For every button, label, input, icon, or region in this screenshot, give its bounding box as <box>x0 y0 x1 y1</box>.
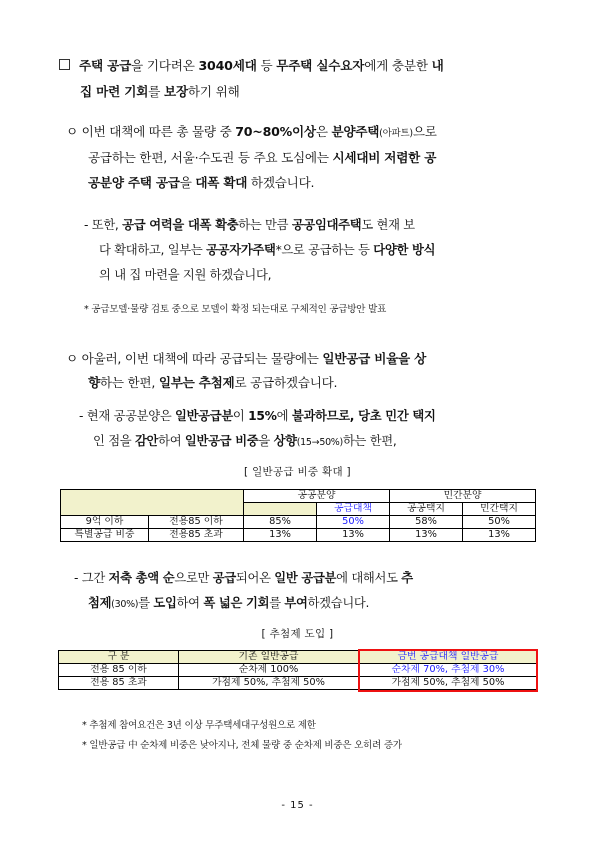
text-run: 부여 <box>284 596 308 610</box>
general-supply-ratio-table <box>60 489 536 542</box>
table-2-cell-category: 전용 85 이하 <box>59 664 179 677</box>
table-1-cell-public: 85% <box>244 516 317 529</box>
text-run: 공공자가주택 <box>206 243 276 257</box>
text-run: (30%) <box>111 599 139 610</box>
text-run: 일반 공급분 <box>274 571 337 585</box>
table-row <box>61 516 536 529</box>
footnote-lottery-eligibility: * 추첨제 참여요건은 3년 이상 무주택세대구성원으로 제한 <box>82 720 316 731</box>
text-run: 하겠습니다. <box>307 596 370 610</box>
text-run: 분양주택 <box>331 124 380 139</box>
text-run: 일반공급분 <box>175 409 233 423</box>
footnote-supply-model: * 공급모델·물량 검토 중으로 모델이 확정 되는대로 구체적인 공급방안 발표 <box>84 304 387 315</box>
table-2-cell-existing: 가점제 50%, 추첨제 50% <box>179 677 359 690</box>
text-run: 3040세대 <box>198 58 257 73</box>
dash-paragraph-2-line-1 <box>79 406 436 424</box>
table-1-row-label: 9억 이하 <box>61 516 149 529</box>
text-run: 하여 <box>176 596 204 610</box>
bullet-paragraph-2-line-2 <box>88 372 337 391</box>
text-run: 보장 <box>163 84 188 99</box>
text-run: 감안 <box>134 434 159 448</box>
text-run: ㅇ 이번 대책에 따른 총 물량 중 <box>66 124 236 139</box>
text-run: *으로 공급하는 등 <box>275 243 374 257</box>
text-run: 추 <box>401 571 413 585</box>
text-run: 하여 <box>158 434 185 448</box>
text-run: 에 대해서도 <box>336 571 402 585</box>
table-1-group-private: 민간분양 <box>390 490 536 503</box>
bullet-paragraph-1-line-1 <box>66 121 437 140</box>
text-run: 공공임대주택 <box>291 218 362 232</box>
text-run: 대폭 확대 <box>195 175 248 190</box>
text-run: 을 <box>179 175 196 190</box>
text-run: - 또한, <box>84 218 123 232</box>
table-2-caption: [ 추첨제 도입 ] <box>261 628 334 640</box>
bullet-paragraph-1-line-3 <box>88 172 314 191</box>
section-heading-continued <box>80 81 240 100</box>
text-run: 으로만 <box>174 571 213 585</box>
table-1-group-public: 공공분양 <box>244 490 390 503</box>
table-2-cell-new: 순차제 70%, 추첨제 30% <box>359 664 538 677</box>
text-run: 인 점을 <box>93 434 135 448</box>
text-run: 무주택 실수요자 <box>276 58 365 73</box>
text-run: 을 <box>258 434 274 448</box>
table-1-cell-plan: 50% <box>317 516 390 529</box>
text-run: 은 <box>315 124 332 139</box>
text-run: 를 <box>269 596 285 610</box>
text-run: 공분양 주택 공급 <box>88 175 180 190</box>
text-run: 으로 <box>412 124 437 139</box>
table-1-cell-public: 13% <box>244 529 317 542</box>
table-1-sub-plan: 공급대책 <box>317 503 390 516</box>
text-run: 집 마련 기회 <box>80 84 149 99</box>
table-2-cell-existing: 순차제 100% <box>179 664 359 677</box>
dash-paragraph-1-line-3 <box>99 265 271 283</box>
text-run: 향 <box>88 375 100 390</box>
page-number: - 15 - <box>281 800 314 811</box>
text-run: 상향 <box>273 434 297 448</box>
text-run: 일부는 추첨제 <box>158 375 235 390</box>
text-run: 일반공급 비중 <box>184 434 259 448</box>
table-1-sub-private-land: 민간택지 <box>463 503 536 516</box>
table-1-cell-type: 전용85 이하 <box>149 516 244 529</box>
footnote-sequential-ratio: * 일반공급 中 순차제 비중은 낮아지나, 전체 물량 중 순차제 비중은 오히려 증가 <box>82 740 402 751</box>
text-run: 저축 총액 순 <box>108 571 175 585</box>
dash-paragraph-1-line-2 <box>99 240 435 258</box>
text-run: (아파트) <box>379 128 413 139</box>
text-run: 일반공급 비율을 상 <box>322 351 427 366</box>
text-run: 에게 충분한 <box>364 58 432 73</box>
text-run: 공급하는 한편, 서울·수도권 등 주요 도심에는 <box>88 150 333 165</box>
dash-paragraph-3-line-1 <box>74 568 413 586</box>
text-run: - 그간 <box>74 571 109 585</box>
text-run: 로 공급하겠습니다. <box>234 375 338 390</box>
table-1-caption: [ 일반공급 비중 확대 ] <box>244 466 351 478</box>
text-run: 를 <box>148 84 164 99</box>
table-1-cell-private-land: 13% <box>463 529 536 542</box>
table-1-cell-private-land: 50% <box>463 516 536 529</box>
table-1-blank-subheader <box>244 503 317 516</box>
table-2-header-new: 금번 공급대책 일반공급 <box>359 651 538 664</box>
dash-paragraph-1-line-1 <box>84 215 415 233</box>
text-run: 하기 위해 <box>187 84 240 99</box>
bullet-paragraph-2-line-1 <box>66 348 426 367</box>
text-run: 다양한 방식 <box>373 243 436 257</box>
table-2-header-existing: 기존 일반공급 <box>179 651 359 664</box>
text-run: 의 내 집 마련을 지원 하겠습니다, <box>99 268 272 282</box>
text-run: ㅇ 아울러, 이번 대책에 따라 공급되는 물량에는 <box>66 351 323 366</box>
text-run: 내 <box>431 58 444 73</box>
text-run: 주택 공급 <box>79 58 132 73</box>
text-run: 시세대비 저렴한 공 <box>332 150 437 165</box>
section-heading <box>59 55 444 74</box>
text-run: 되어온 <box>235 571 275 585</box>
text-run: 폭 넓은 기회 <box>203 596 270 610</box>
dash-paragraph-2-line-2 <box>93 431 397 449</box>
table-1-sub-public-land: 공공택지 <box>390 503 463 516</box>
text-run: 공급 <box>212 571 236 585</box>
table-2-cell-category: 전용 85 초과 <box>59 677 179 690</box>
table-1-cell-public-land: 58% <box>390 516 463 529</box>
text-run: 을 기다려온 <box>131 58 199 73</box>
text-run: 이 <box>232 409 249 423</box>
text-run: 70~80%이상 <box>235 124 316 139</box>
text-run: 공급 여력을 대폭 확충 <box>122 218 239 232</box>
text-run: 하는 만큼 <box>238 218 292 232</box>
text-run: (15→50%) <box>296 437 343 448</box>
table-row <box>61 529 536 542</box>
text-run: 다 확대하고, 일부는 <box>99 243 207 257</box>
text-run: 불과하므로, 당초 민간 택지 <box>291 409 436 423</box>
dash-paragraph-3-line-2 <box>88 593 369 611</box>
text-run: 15% <box>248 409 277 423</box>
text-run: 도입 <box>153 596 177 610</box>
text-run: 하는 한편, <box>99 375 159 390</box>
text-run: 등 <box>256 58 277 73</box>
text-run: - 현재 공공분양은 <box>79 409 176 423</box>
table-1-cell-type: 전용85 초과 <box>149 529 244 542</box>
text-run: 하겠습니다. <box>247 175 315 190</box>
text-run: 도 현재 보 <box>361 218 415 232</box>
text-run: 첨제 <box>88 596 112 610</box>
bullet-paragraph-1-line-2 <box>88 147 436 166</box>
table-1-cell-plan: 13% <box>317 529 390 542</box>
text-run: 를 <box>138 596 154 610</box>
text-run: 에 <box>276 409 292 423</box>
text-run: 하는 한편, <box>342 434 397 448</box>
square-outline-icon <box>59 59 70 70</box>
table-1-row-label: 특별공급 비중 <box>61 529 149 542</box>
table-1-cell-public-land: 13% <box>390 529 463 542</box>
table-1-corner-cell <box>61 490 244 516</box>
highlight-box <box>358 649 538 692</box>
table-2-header-category: 구 분 <box>59 651 179 664</box>
table-2-cell-new: 가점제 50%, 추첨제 50% <box>359 677 538 690</box>
